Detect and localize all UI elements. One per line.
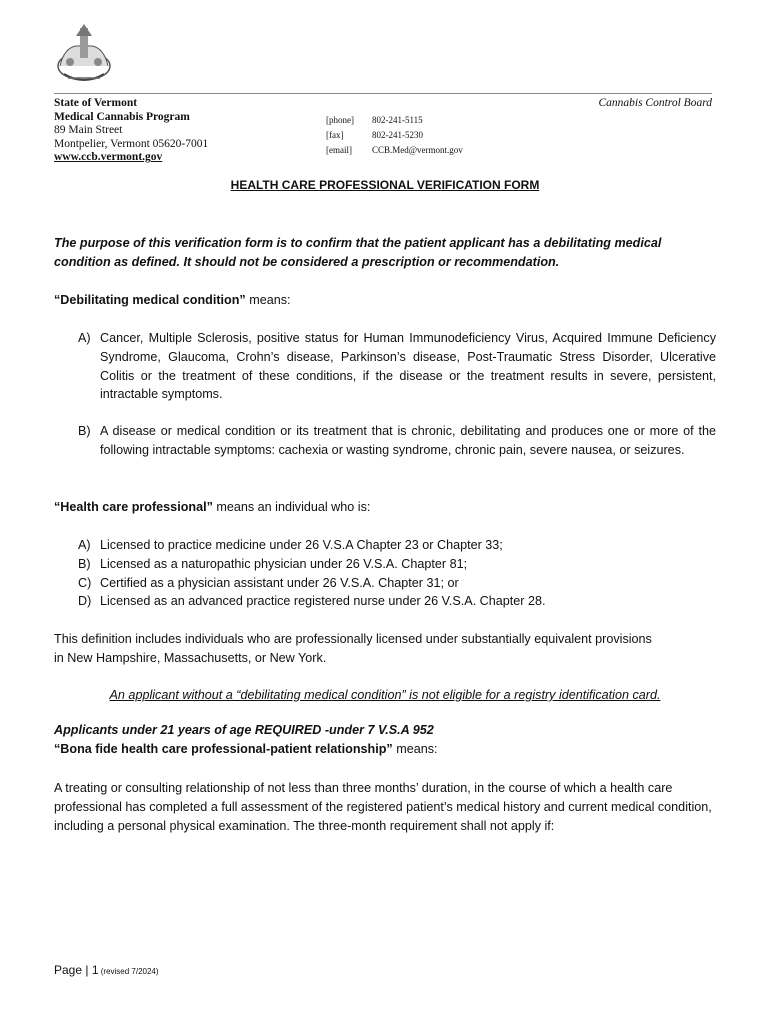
definition-note: This definition includes individuals who are professionally licensed under substantially equivalent provisions in New Hampshire, Massachusetts, or New York. [54,632,652,665]
board-name: Cannabis Control Board [598,97,712,109]
list-marker: A) [78,538,91,552]
page-number: 1 [91,963,99,977]
city-address: Montpelier, Vermont 05620-7001 [54,137,209,150]
list-text: A disease or medical condition or its treatment that is chronic, debilitating and produces one or more of the following intractable symptoms: cachexia or wasting syndrome, chronic pain, severe nausea, or seizures. [100,424,716,457]
email-value[interactable]: CCB.Med@vermont.gov [372,145,463,156]
bona-fide-heading [54,740,716,759]
debilitating-term: “Debilitating medical condition” [54,293,246,307]
list-text: Licensed as an advanced practice registered nurse under 26 V.S.A. Chapter 28. [100,594,546,609]
list-item [78,422,716,460]
debilitating-means: means: [245,293,291,307]
bona-fide-term: “Bona fide health care professional-patient relationship” [54,742,393,756]
email-label: [email] [326,145,352,156]
list-marker: C) [78,575,92,590]
state-name: State of Vermont [54,97,138,109]
fax-label: [fax] [326,130,344,141]
list-text: Certified as a physician assistant under 26 V.S.A. Chapter 31; or [100,575,459,590]
form-title: HEALTH CARE PROFESSIONAL VERIFICATION FORM [230,178,540,192]
list-item [78,574,716,593]
website-link[interactable]: www.ccb.vermont.gov [54,151,163,164]
list-item [78,329,716,404]
list-text: Cancer, Multiple Sclerosis, positive status for Human Immunodeficiency Virus, Acquired Immune Deficiency Syndrome, Glaucoma, Crohn’s disease, Parkinson’s disease, Post-Traumatic Stress Disorder, Ulcerative Colitis or the treatment of these conditions, if the disease or the treatment results in severe, persistent, intractable symptoms. [100,331,716,402]
hcp-list [78,536,716,611]
hcp-heading [54,498,716,517]
list-marker: D) [78,594,92,609]
list-item [78,555,716,574]
header-rule [54,93,712,94]
letterhead-address [54,97,208,165]
phone-label: [phone] [326,115,354,125]
page-separator: | [82,963,92,977]
bona-fide-means: means: [392,742,438,756]
debilitating-list [78,329,716,460]
list-text: Licensed to practice medicine under 26 V.S.A Chapter 23 or Chapter 33; [100,538,503,552]
program-name: Medical Cannabis Program [54,110,190,123]
list-marker: B) [78,424,91,439]
fax-value: 802-241-5230 [372,130,423,141]
ineligible-note: An applicant without a “debilitating medical condition” is not eligible for a registry identification card. [109,688,661,702]
debilitating-heading [54,291,716,310]
under21-heading: Applicants under 21 years of age REQUIRED -under 7 V.S.A 952 [54,723,434,737]
revised-date: (revised 7/2024) [98,967,159,976]
hcp-means: means an individual who is: [212,500,371,514]
page-footer [54,963,159,977]
list-marker: A) [78,331,91,345]
list-marker: B) [78,556,91,571]
list-item [78,592,716,611]
list-text: Licensed as a naturopathic physician under 26 V.S.A. Chapter 81; [100,556,468,571]
hcp-term: “Health care professional” [54,500,213,514]
vermont-state-seal [54,22,114,88]
relationship-text: A treating or consulting relationship of not less than three months’ duration, in the course of which a health care professional has completed a full assessment of the registered patient’s medical history and current medical condition, including a personal physical examination. The three-month requirement shall not apply if: [54,781,712,833]
phone-value: 802-241-5115 [372,115,423,125]
page-label: Page [54,963,83,977]
list-item [78,536,716,555]
street-address: 89 Main Street [54,124,123,137]
contact-block [326,113,463,159]
purpose-statement: The purpose of this verification form is to confirm that the patient applicant has a debilitating medical condition as defined. It should not be considered a prescription or recommendation. [54,236,662,269]
